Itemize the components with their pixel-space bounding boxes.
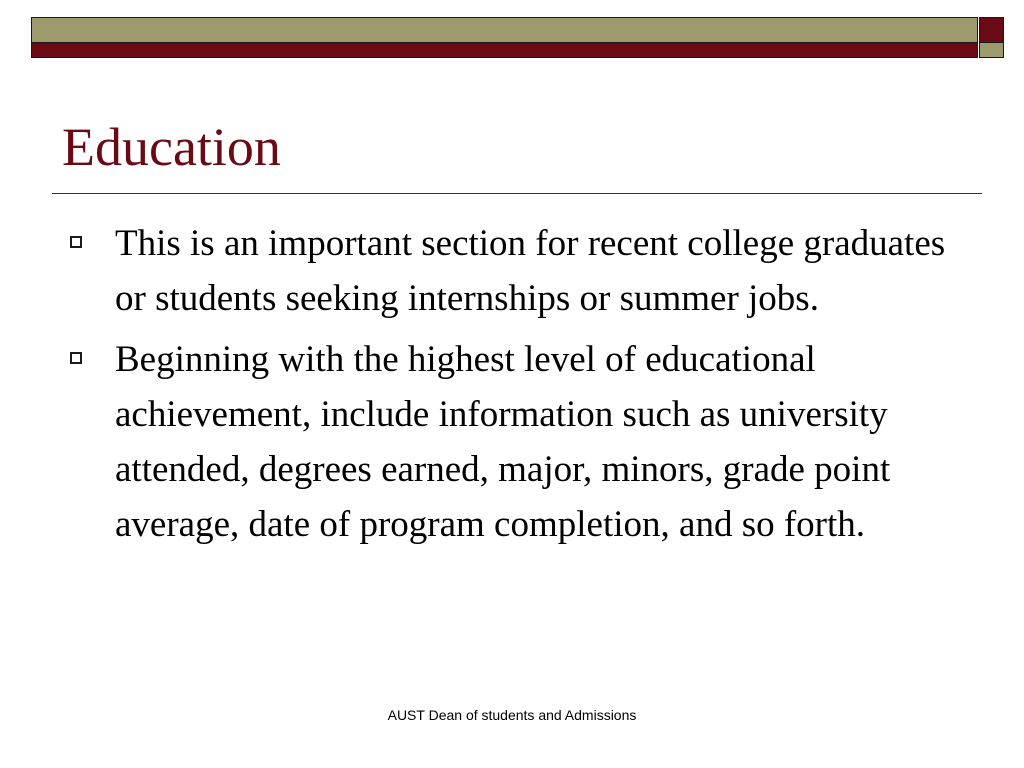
header-bar-maroon xyxy=(31,42,978,58)
bullet-text: This is an important section for recent college graduates or students seeking internships or summer jobs. xyxy=(115,223,946,319)
title-divider xyxy=(52,193,982,194)
bullet-list xyxy=(64,216,964,558)
hollow-square-bullet-icon xyxy=(70,236,82,248)
slide-title: Education xyxy=(62,117,281,177)
bullet-item xyxy=(64,216,964,326)
header-bar-olive xyxy=(31,17,978,43)
hollow-square-bullet-icon xyxy=(70,352,82,364)
header-corner-olive-block xyxy=(979,42,1004,58)
bullet-text: Beginning with the highest level of educational achievement, include information such as university attended, degrees earned, major, minors, grade point average, date of program completion, and so forth. xyxy=(115,339,891,545)
slide-footer: AUST Dean of students and Admissions xyxy=(387,707,637,723)
header-corner-maroon-block xyxy=(979,17,1004,43)
bullet-item xyxy=(64,332,964,552)
